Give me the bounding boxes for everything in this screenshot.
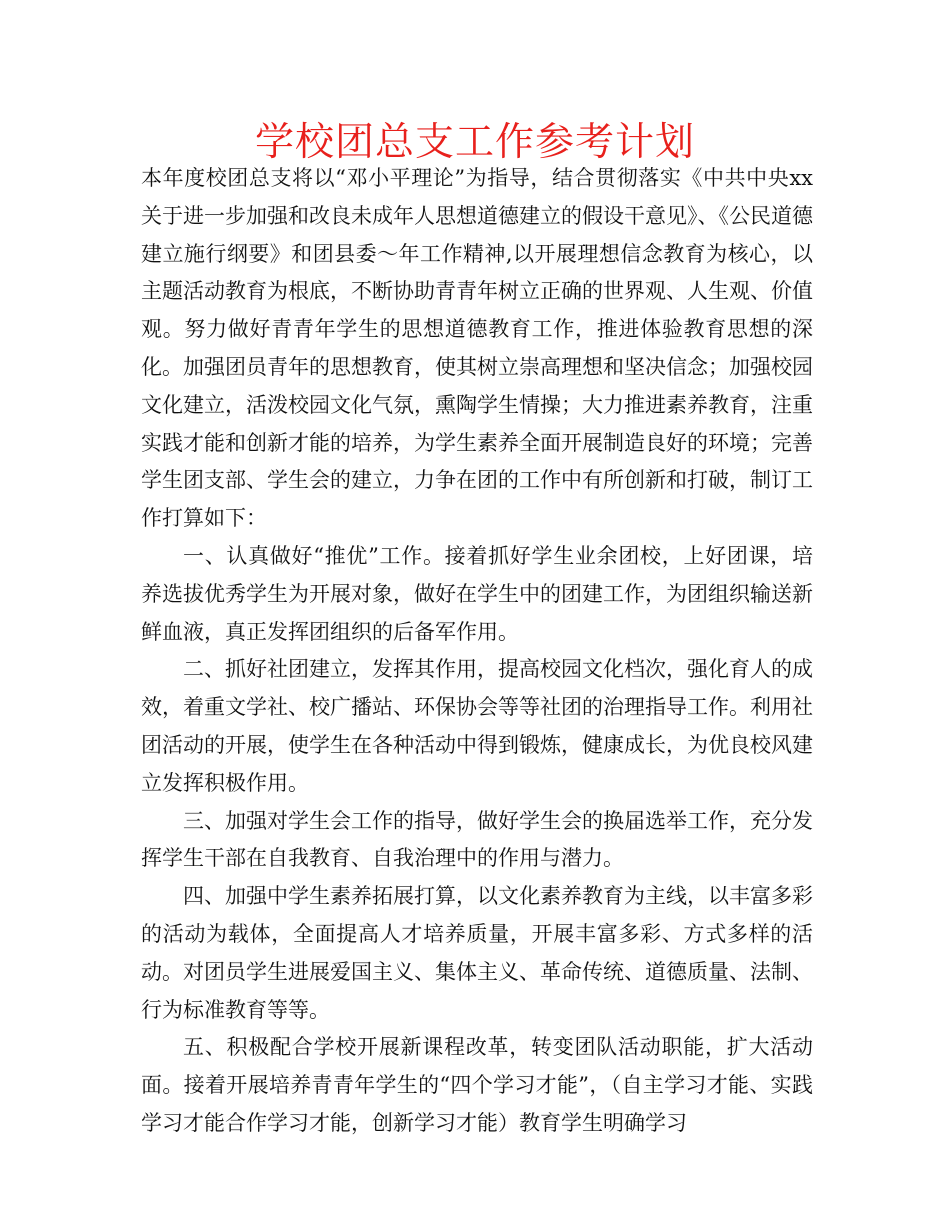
paragraph-item-5: 五、积极配合学校开展新课程改革，转变团队活动职能，扩大活动面。接着开展培养青青年学生的“四个学习才能”，（自主学习才能、实践学习才能合作学习才能，创新学习才能）教育学生明确学习 [141,1035,813,1135]
paragraph-item-4: 四、加强中学生素养拓展打算，以文化素养教育为主线，以丰富多彩的活动为载体，全面提高人才培养质量，开展丰富多彩、方式多样的活动。对团员学生进展爱国主义、集体主义、革命传统、道德质量、法制、行为标准教育等等。 [141,884,813,1022]
paragraph-item-3: 三、加强对学生会工作的指导，做好学生会的换届选举工作，充分发挥学生干部在自我教育、自我治理中的作用与潜力。 [141,808,813,871]
document-body [141,160,813,1143]
intro-paragraph: 本年度校团总支将以“邓小平理论”为指导，结合贯彻落实《中共中央xx关于进一步加强和改良未成年人思想道德建立的假设干意见》、《公民道德建立施行纲要》和团县委～年工作精神,以开展理想信念教育为核心，以主题活动教育为根底，不断协助青青年树立正确的世界观、人生观、价值观。努力做好青青年学生的思想道德教育工作，推进体验教育思想的深化。加强团员青年的思想教育，使其树立崇高理想和坚决信念；加强校园文化建立，活泼校园文化气氛，熏陶学生情操；大力推进素养教育，注重实践才能和创新才能的培养，为学生素养全面开展制造良好的环境；完善学生团支部、学生会的建立，力争在团的工作中有所创新和打破，制订工作打算如下： [141,166,813,531]
paragraph-item-1: 一、认真做好“推优”工作。接着抓好学生业余团校，上好团课，培养选拔优秀学生为开展对象，做好在学生中的团建工作，为团组织输送新鲜血液，真正发挥团组织的后备军作用。 [141,543,813,644]
paragraph-item-2: 二、抓好社团建立，发挥其作用，提高校园文化档次，强化育人的成效，着重文学社、校广播站、环保协会等等社团的治理指导工作。利用社团活动的开展，使学生在各种活动中得到锻炼，健康成长，为优良校风建立发挥积极作用。 [141,657,813,795]
document-title: 学校团总支工作参考计划 [254,120,695,165]
